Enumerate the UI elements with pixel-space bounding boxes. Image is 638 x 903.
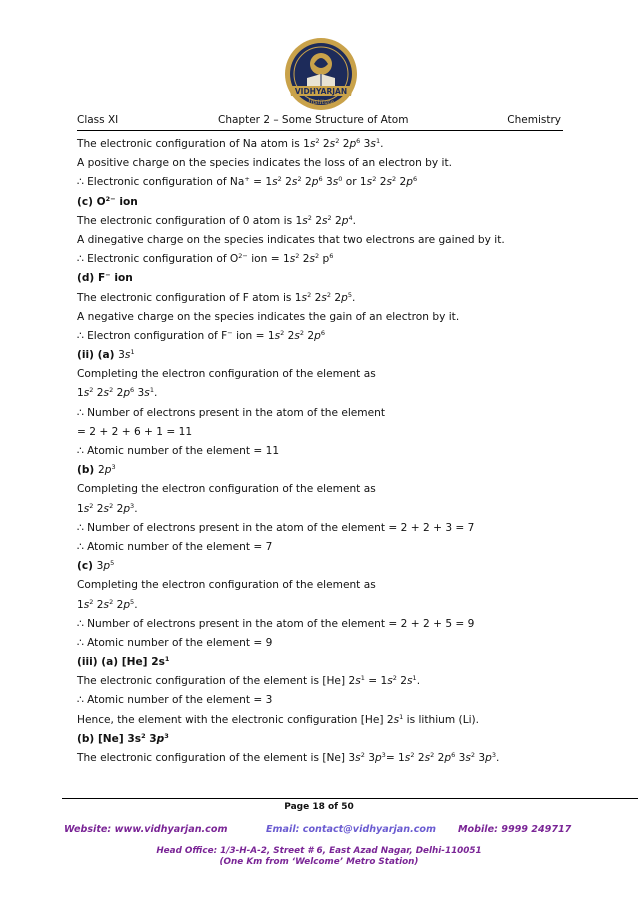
text-line: $1s^2$ $2s^2$ $2p^5$. [77,597,138,611]
text-line: Completing the electron configuration of the element as [77,483,376,496]
text-line: A positive charge on the species indicates the loss of an electron by it. [77,157,452,170]
page-number: Page 18 of 50 [284,802,354,812]
text-line: Hence, the element with the electronic configuration [He] $2s^1$ is lithium (Li). [77,712,480,726]
footer-mobile: Mobile: 9999 249717 [458,824,572,835]
text-line: ∴ Atomic number of the element = 3 [77,694,273,707]
footer-landmark: (One Km from ‘Welcome’ Metro Station) [219,857,419,867]
text-line: The electronic configuration of the element is [Ne] $3s^2$ $3p^3= 1s^2$ $2s^2$ $2p^6$ $3s^2$ $3p^3$. [77,751,500,764]
text-line: The electronic configuration of 0 atom is $1s^2$ $2s^2$ $2p^4$. [77,213,357,227]
footer-website[interactable]: Website: www.vidhyarjan.com [64,824,228,835]
document-body [77,135,567,768]
text-line: $1s^2$ $2s^2$ $2p^3$. [77,501,138,515]
text-line: ∴ Number of electrons present in the atom of the element [77,406,386,419]
footer-email[interactable]: Email: contact@vidhyarjan.com [266,824,437,835]
section-heading: (ii) (a) $3s^1$ [77,348,135,362]
text-line: A negative charge on the species indicates the gain of an electron by it. [77,310,460,323]
text-line: ∴ Number of electrons present in the atom of the element = 2 + 2 + 3 = 7 [77,521,475,534]
section-heading: (c) $O^{2-}$ ion [77,194,138,208]
text-line: The electronic configuration of F atom is $1s^2$ $2s^2$ $2p^5$. [77,290,356,304]
text-line: The electronic configuration of Na atom is $1s^2$ $2s^2$ $2p^6$ $3s^1$. [77,137,384,150]
text-line: Completing the electron configuration of the element as [77,368,376,381]
text-line: ∴ Electron configuration of F− ion = $1s^2$ $2s^2$ $2p^6$ [77,328,325,342]
text-line: ∴ Atomic number of the element = 11 [77,445,280,457]
text-line: Completing the electron configuration of the element as [77,579,376,592]
text-line: ∴ Number of electrons present in the atom of the element = 2 + 2 + 5 = 9 [77,617,475,630]
text-line: The electronic configuration of the element is [He] $2s^1 = 1s^2$ $2s^1$. [77,674,421,688]
page-header [77,114,563,131]
section-heading: (b) $2p^3$ [77,463,116,477]
section-heading: (iii) (a) [He] $2s^1$ [77,655,170,669]
header-subject: Chemistry [507,114,561,126]
section-heading: (d) F− ion [77,271,133,285]
text-line: ∴ Atomic number of the element = 9 [77,636,273,649]
vidhyarjan-logo [281,34,361,120]
text-line: ∴ Electronic configuration of $Na^+ = 1s^2$ $2s^2$ $2p^6$ $3s^0$ or $1s^2$ $2s^2$ $2p^6$ [77,175,418,189]
section-heading: (c) $3p^5$ [77,559,115,573]
text-line: = 2 + 2 + 6 + 1 = 11 [77,425,193,438]
text-line: ∴ Electronic configuration of $O^{2-}$ ion = $1s^2$ $2s^2$ $p^6$ [77,252,334,266]
text-line: ∴ Atomic number of the element = 7 [77,540,273,553]
logo-subtitle: Institute [308,99,334,106]
text-line: $1s^2$ $2s^2$ $2p^6$ $3s^1$. [77,386,158,400]
header-chapter: Chapter 2 – Some Structure of Atom [218,114,409,126]
footer-divider [62,798,638,799]
section-heading: (b) [Ne] $3s^2$ $3p^3$ [77,731,169,745]
text-line: A dinegative charge on the species indicates that two electrons are gained by it. [77,233,505,246]
header-class: Class XI [77,114,119,126]
footer-head-office: Head Office: 1/3-H-A-2, Street # 6, East Azad Nagar, Delhi-110051 [156,846,482,856]
logo-brand: VIDHYARJAN [294,87,348,96]
